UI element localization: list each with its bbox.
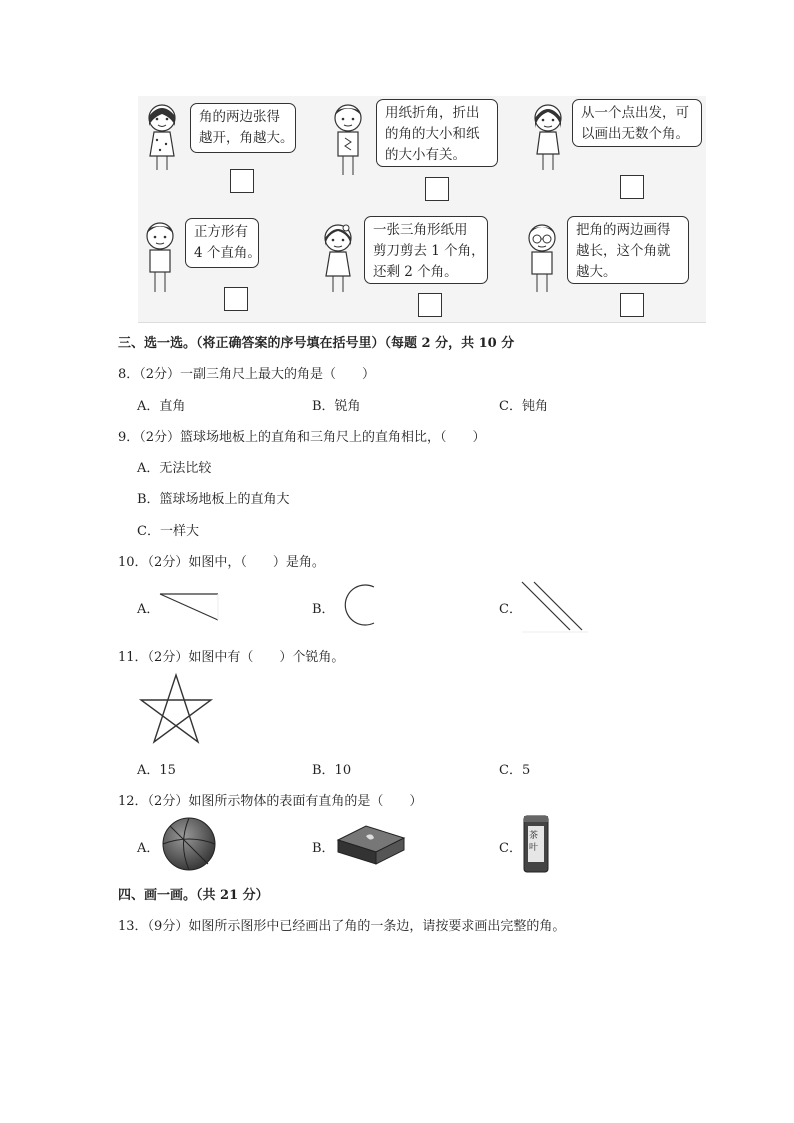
star-figure bbox=[138, 672, 214, 746]
box-image bbox=[336, 820, 406, 866]
q11-option-a[interactable]: A．15 bbox=[137, 763, 176, 778]
judge-box-4[interactable] bbox=[224, 287, 248, 311]
section-4-heading: 四、画一画。（共 21 分） bbox=[118, 888, 269, 903]
q8-stem: 8．（2分）一副三角尺上最大的角是（ ） bbox=[118, 367, 376, 382]
speech-bubble-3: 从一个点出发，可 以画出无数个角。 bbox=[572, 99, 702, 147]
judge-box-6[interactable] bbox=[620, 293, 644, 317]
q13-stem: 13．（9分）如图所示图形中已经画出了角的一条边，请按要求画出完整的角。 bbox=[118, 919, 566, 934]
q9-option-b[interactable]: B．篮球场地板上的直角大 bbox=[137, 492, 290, 507]
q10-stem: 10．（2分）如图中，（ ）是角。 bbox=[118, 555, 325, 570]
girl-figure-1 bbox=[142, 100, 182, 175]
tea-can-label: 茶叶 bbox=[529, 831, 539, 853]
speech-bubble-5: 一张三角形纸用 剪刀剪去 1 个角， 还剩 2 个角。 bbox=[364, 216, 488, 284]
tea-can-image bbox=[522, 814, 550, 874]
q11-option-c[interactable]: C．5 bbox=[499, 763, 531, 778]
q10-a-figure bbox=[158, 588, 222, 624]
judge-box-3[interactable] bbox=[620, 175, 644, 199]
q8-option-a[interactable]: A．直角 bbox=[137, 399, 186, 414]
q10-option-a[interactable]: A． bbox=[137, 602, 160, 617]
boy-figure-2 bbox=[140, 218, 180, 298]
boy-with-glasses-figure bbox=[522, 220, 562, 298]
q8-option-b[interactable]: B．锐角 bbox=[312, 399, 361, 414]
judge-box-5[interactable] bbox=[418, 293, 442, 317]
speech-bubble-4: 正方形有 4 个直角。 bbox=[185, 218, 259, 268]
judge-box-2[interactable] bbox=[425, 177, 449, 201]
q10-option-c[interactable]: C． bbox=[499, 602, 522, 617]
q8-option-c[interactable]: C．钝角 bbox=[499, 399, 548, 414]
judge-box-1[interactable] bbox=[230, 169, 254, 193]
q10-option-b[interactable]: B． bbox=[312, 602, 335, 617]
q12-option-a[interactable]: A． bbox=[137, 841, 160, 856]
q11-option-b[interactable]: B．10 bbox=[312, 763, 352, 778]
speech-bubble-2: 用纸折角，折出 的角的大小和纸 的大小有关。 bbox=[376, 99, 498, 167]
basketball-image bbox=[160, 816, 218, 872]
q9-option-a[interactable]: A．无法比较 bbox=[137, 461, 212, 476]
q12-option-b[interactable]: B． bbox=[312, 841, 335, 856]
section-3-heading: 三、选一选。（将正确答案的序号填在括号里）（每题 2 分，共 10 分 bbox=[118, 336, 515, 351]
q9-option-c[interactable]: C．一样大 bbox=[137, 524, 199, 539]
speech-bubble-6: 把角的两边画得 越长，这个角就 越大。 bbox=[567, 216, 689, 284]
q9-stem: 9．（2分）篮球场地板上的直角和三角尺上的直角相比，（ ） bbox=[118, 430, 486, 445]
q12-option-c[interactable]: C． bbox=[499, 841, 522, 856]
q10-b-figure bbox=[332, 580, 382, 630]
speech-bubble-1: 角的两边张得 越开，角越大。 bbox=[190, 103, 296, 153]
q11-stem: 11．（2分）如图中有（ ）个锐角。 bbox=[118, 650, 345, 665]
q12-stem: 12．（2分）如图所示物体的表面有直角的是（ ） bbox=[118, 794, 423, 809]
girl-figure-2 bbox=[528, 100, 568, 175]
q10-c-figure bbox=[520, 578, 590, 634]
boy-figure-1 bbox=[328, 100, 368, 180]
girl-figure-3 bbox=[318, 220, 358, 298]
